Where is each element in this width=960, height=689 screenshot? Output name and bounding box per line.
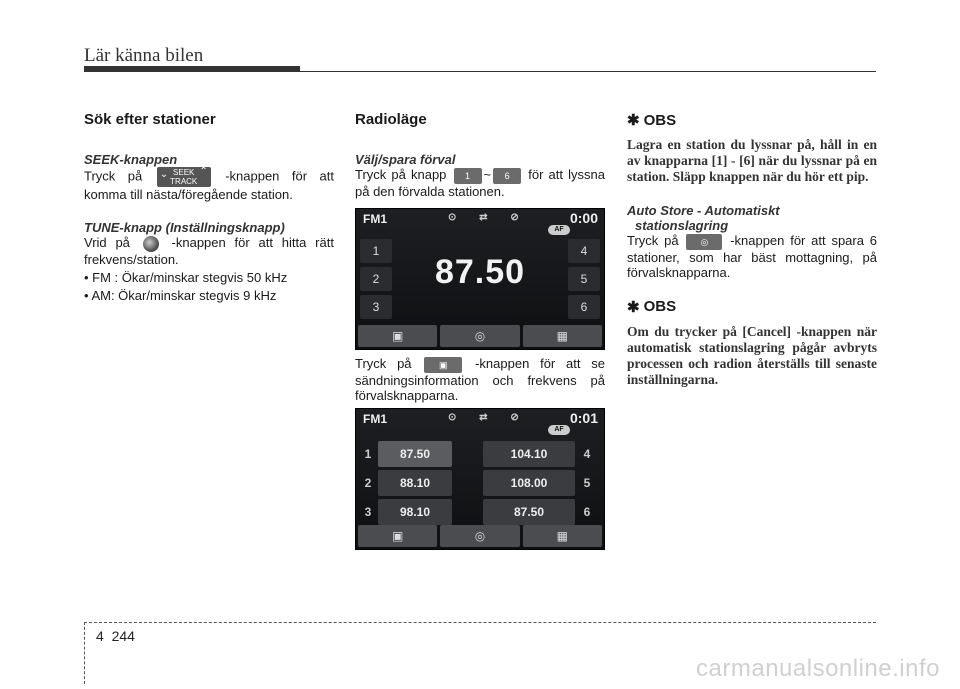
watermark: carmanualsonline.info bbox=[696, 655, 940, 682]
preset-number: 5 bbox=[583, 476, 591, 490]
section-title-search: Sök efter stationer bbox=[84, 111, 216, 128]
track-label: TRACK bbox=[170, 177, 198, 186]
preset-row[interactable] bbox=[483, 468, 603, 498]
page-number bbox=[96, 628, 135, 644]
clock: 0:00 bbox=[569, 210, 598, 226]
autostore-paragraph bbox=[627, 233, 877, 280]
column-radio-mode bbox=[355, 111, 605, 199]
list-info-button-icon: ▣ bbox=[424, 357, 462, 373]
status-icons: ⊙ ⇄ ⊘ bbox=[448, 412, 529, 423]
radio-screen-list bbox=[355, 408, 605, 550]
preset-row[interactable] bbox=[358, 468, 478, 498]
preset-number: 6 bbox=[583, 505, 591, 519]
preset-button[interactable]: 6 bbox=[568, 295, 600, 319]
section-title-radio: Radioläge bbox=[355, 111, 427, 128]
status-icons: ⊙ ⇄ ⊘ bbox=[448, 212, 529, 223]
frequency-display: 87.50 bbox=[434, 253, 526, 291]
asterisk-icon: ✱ bbox=[627, 112, 640, 129]
preset-row[interactable] bbox=[358, 497, 478, 527]
autostore-heading-line2: stationslagring bbox=[635, 218, 729, 233]
menu-grid-button-icon[interactable]: ▦ bbox=[523, 325, 602, 347]
autostore-heading-line1: Auto Store - Automatiskt bbox=[627, 203, 780, 218]
bottom-toolbar bbox=[358, 525, 602, 547]
seek-heading: SEEK-knappen bbox=[84, 152, 178, 167]
autostore-button-icon[interactable]: ◎ bbox=[440, 525, 519, 547]
preset-frequency: 98.10 bbox=[378, 499, 452, 525]
column-notes bbox=[627, 111, 877, 388]
list-text-post: -knappen för att se sändningsinformation och frekvens på förvalsknapparna. bbox=[355, 356, 605, 403]
seek-text-post: -knappen för att komma till nästa/föregående station. bbox=[84, 168, 334, 202]
column-search-stations bbox=[84, 111, 334, 303]
list-paragraph bbox=[355, 356, 605, 403]
preset-frequency: 108.00 bbox=[483, 470, 575, 496]
preset-frequency: 87.50 bbox=[483, 499, 575, 525]
page-index: 244 bbox=[111, 628, 135, 644]
tune-heading: TUNE-knapp (Inställningsknapp) bbox=[84, 220, 285, 235]
save-text-post: för att lyssna på den förvalda stationen. bbox=[355, 167, 605, 199]
tune-text-post: -knappen för att hitta rätt frekvens/station. bbox=[84, 235, 334, 267]
seek-track-button-icon bbox=[157, 167, 211, 187]
chapter-number: 4 bbox=[96, 628, 104, 644]
preset-button[interactable]: 2 bbox=[360, 267, 392, 291]
list-text-pre: Tryck på bbox=[355, 356, 412, 371]
bullet-am: • AM: Ökar/minskar stegvis 9 kHz bbox=[84, 287, 277, 303]
save-heading: Välj/spara förval bbox=[355, 152, 456, 167]
preset-row[interactable] bbox=[483, 497, 603, 527]
chevron-up-icon: ⌃ bbox=[199, 166, 208, 177]
tune-text-pre: Vrid på bbox=[84, 235, 130, 250]
preset-button[interactable]: 3 bbox=[360, 295, 392, 319]
preset-number: 4 bbox=[583, 447, 591, 461]
preset-number: 1 bbox=[364, 447, 372, 461]
seek-paragraph bbox=[84, 167, 334, 202]
obs-text-1: Lagra en station du lyssnar på, håll in en av knapparna [1] - [6] när du lyssnar på en station. Släpp knappen när du hör ett pip. bbox=[627, 137, 877, 184]
list-button-icon[interactable]: ▣ bbox=[358, 525, 437, 547]
menu-grid-button-icon[interactable]: ▦ bbox=[523, 525, 602, 547]
obs-heading-1 bbox=[627, 111, 877, 129]
bottom-toolbar bbox=[358, 325, 602, 347]
save-text-pre: Tryck på knapp bbox=[355, 167, 447, 182]
preset-frequency: 88.10 bbox=[378, 470, 452, 496]
preset-6-button-icon: 6 bbox=[493, 168, 521, 184]
tune-knob-icon bbox=[143, 236, 159, 252]
chapter-title: Lär känna bilen bbox=[84, 45, 204, 66]
clock: 0:01 bbox=[569, 410, 598, 426]
preset-number: 3 bbox=[364, 505, 372, 519]
preset-row[interactable] bbox=[483, 439, 603, 469]
preset-frequency: 87.50 bbox=[378, 441, 452, 467]
bullet-fm: • FM : Ökar/minskar stegvis 50 kHz bbox=[84, 269, 288, 285]
band-label: FM1 bbox=[363, 212, 387, 226]
header-bar bbox=[84, 66, 300, 72]
list-instructions bbox=[355, 356, 605, 403]
preset-button[interactable]: 4 bbox=[568, 239, 600, 263]
preset-1-button-icon: 1 bbox=[454, 168, 482, 184]
obs-heading-2 bbox=[627, 298, 877, 316]
preset-button[interactable]: 1 bbox=[360, 239, 392, 263]
list-button-icon[interactable]: ▣ bbox=[358, 325, 437, 347]
header-rule bbox=[300, 71, 876, 72]
band-label: FM1 bbox=[363, 412, 387, 426]
seek-text-pre: Tryck på bbox=[84, 168, 143, 184]
footer-rule bbox=[84, 622, 876, 623]
radio-screen-main bbox=[355, 208, 605, 350]
preset-number: 2 bbox=[364, 476, 372, 490]
preset-button[interactable]: 5 bbox=[568, 267, 600, 291]
footer-vertical-rule bbox=[84, 622, 85, 684]
af-badge: AF bbox=[548, 225, 570, 235]
obs-title: OBS bbox=[643, 298, 677, 316]
autostore-text-post: -knappen för att spara 6 stationer, som har bäst mottagning, på förvalsknapparna. bbox=[627, 233, 877, 280]
chevron-down-icon: ⌄ bbox=[159, 169, 169, 180]
asterisk-icon: ✱ bbox=[627, 298, 640, 316]
preset-frequency: 104.10 bbox=[483, 441, 575, 467]
af-badge: AF bbox=[548, 425, 570, 435]
obs-title: OBS bbox=[643, 111, 677, 129]
preset-row[interactable] bbox=[358, 439, 478, 469]
seek-label: SEEK bbox=[173, 168, 195, 177]
autostore-button-icon[interactable]: ◎ bbox=[440, 325, 519, 347]
autostore-button-icon: ◎ bbox=[686, 234, 722, 250]
tune-paragraph bbox=[84, 235, 334, 267]
autostore-text-pre: Tryck på bbox=[627, 233, 679, 248]
obs-text-2: Om du trycker på [Cancel] -knappen när automatisk stationslagring pågår avbryts processen och radion återställs till senaste inställningarna. bbox=[627, 323, 877, 387]
save-paragraph bbox=[355, 167, 605, 199]
tilde: ~ bbox=[483, 167, 492, 182]
